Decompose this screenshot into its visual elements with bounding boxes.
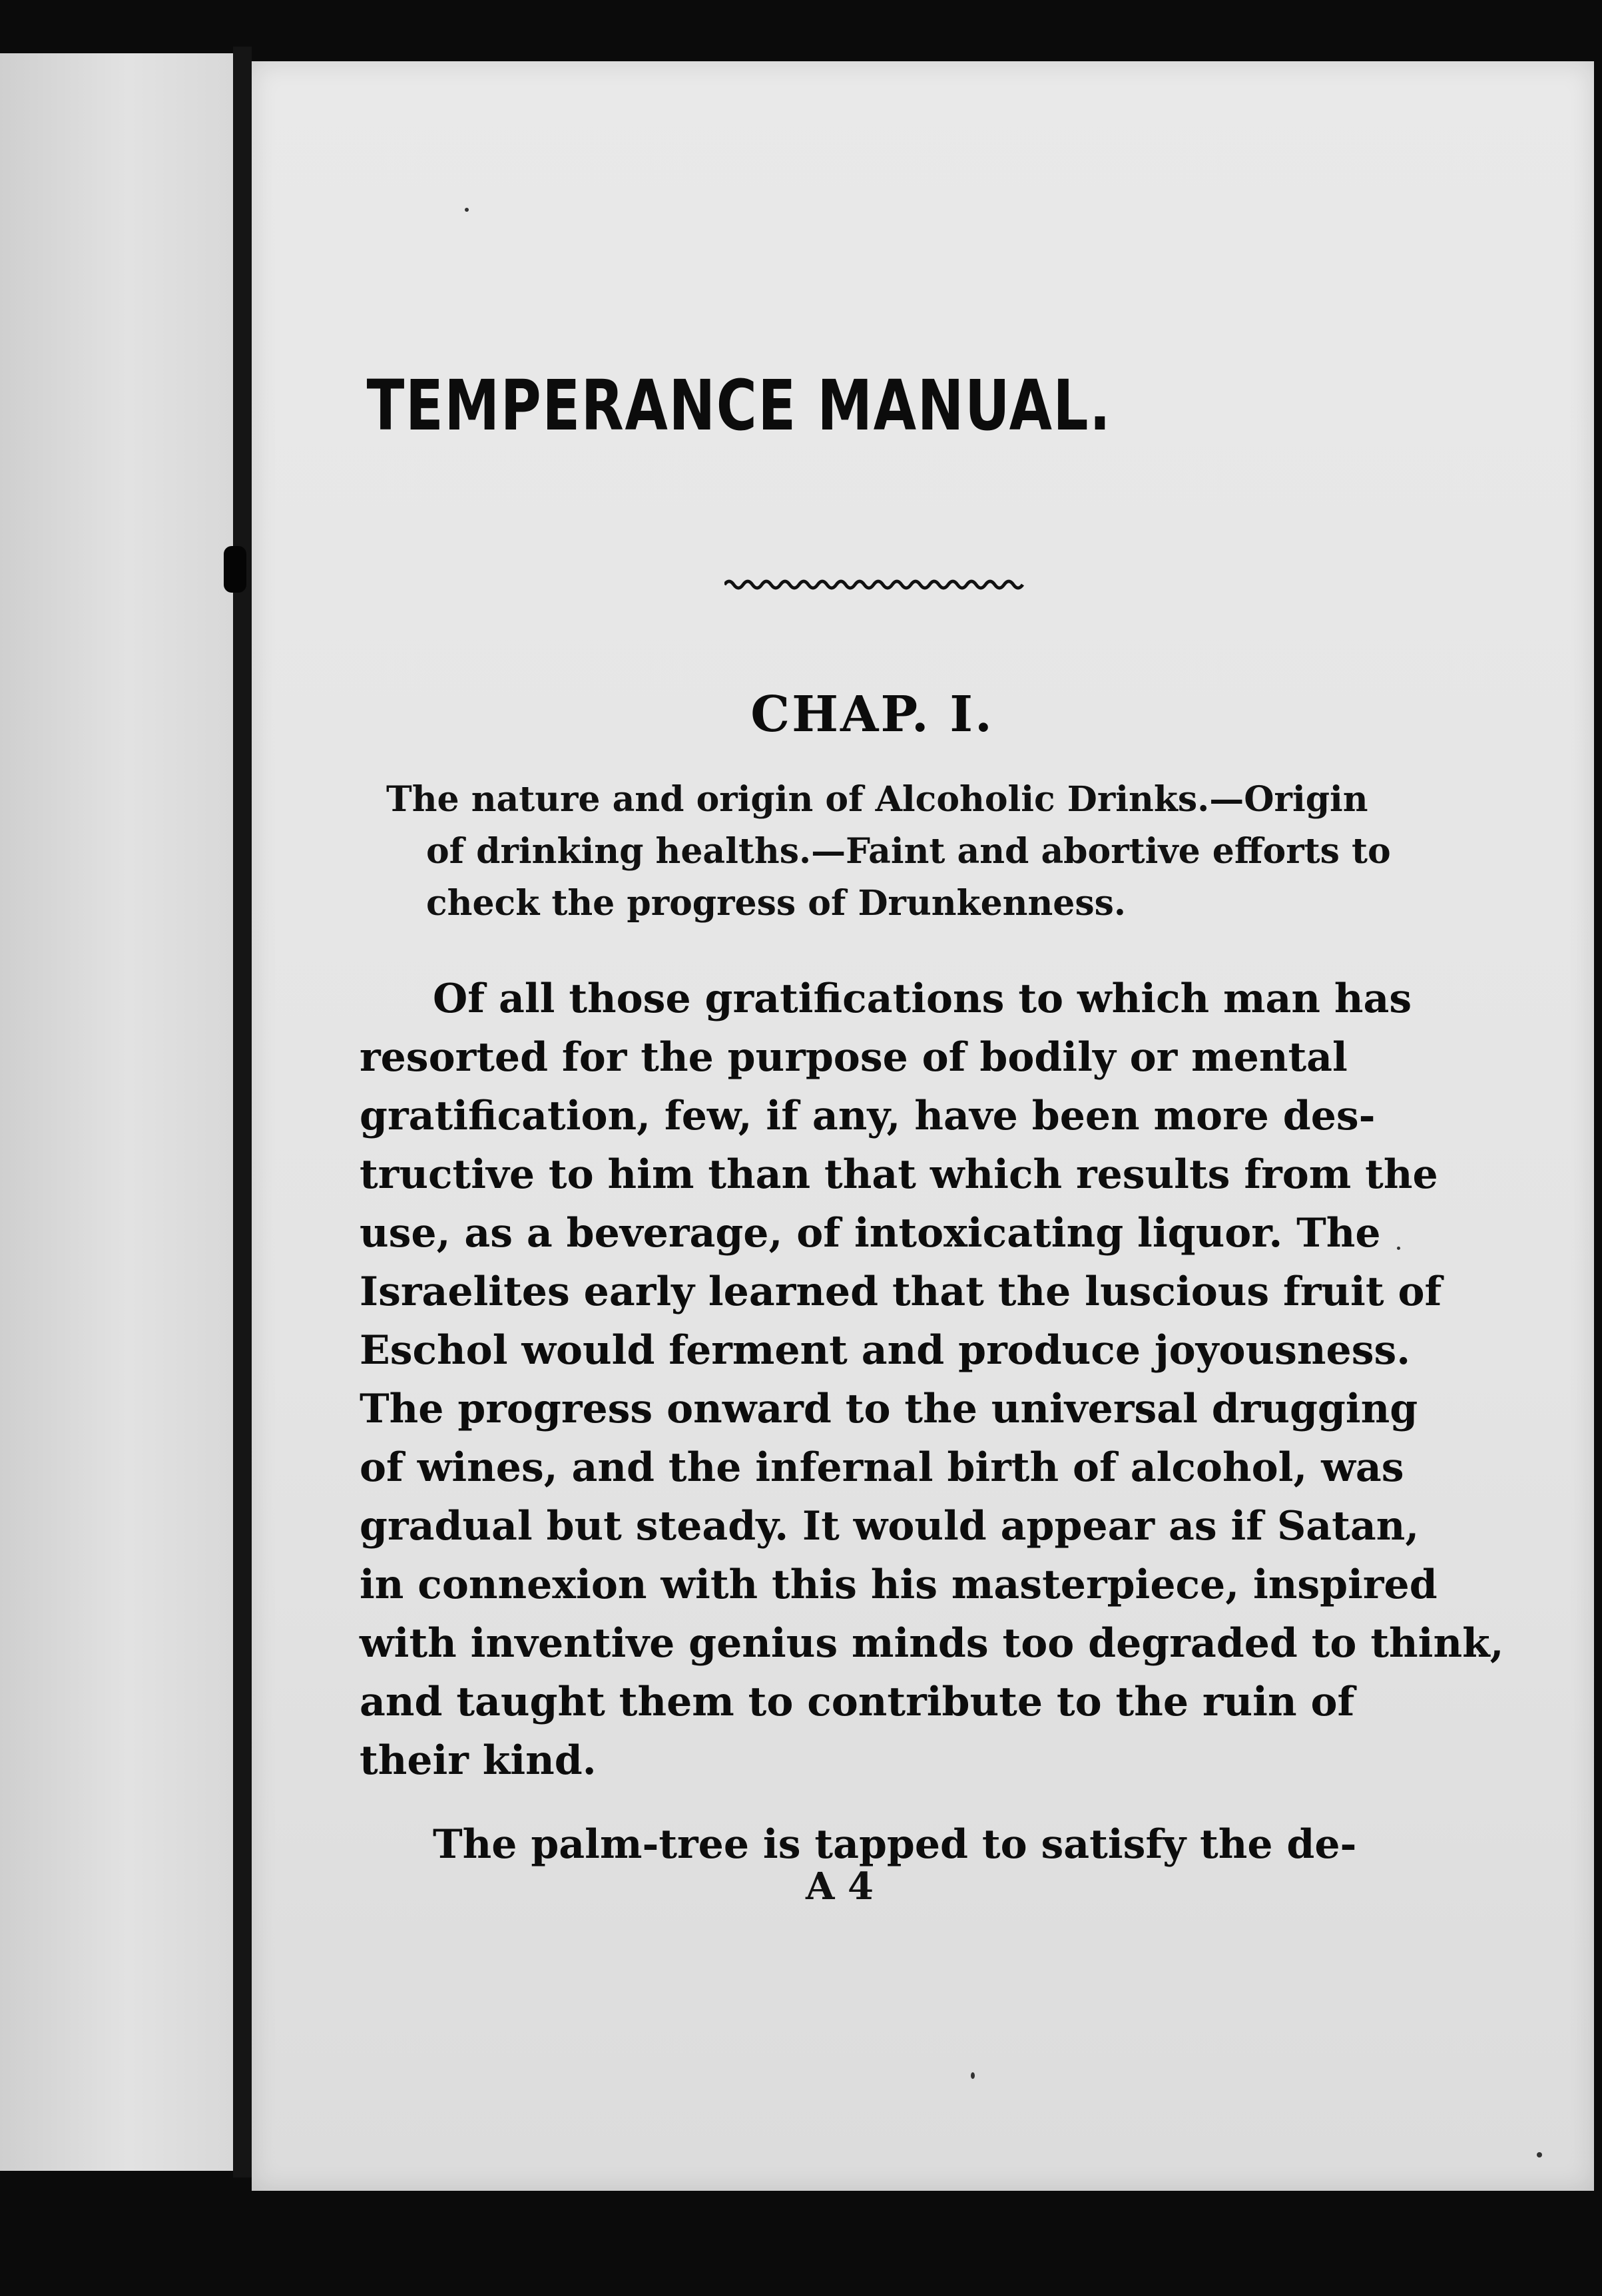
body-line: The palm-tree is tapped to satisfy the de- [433,1821,1357,1868]
body-line: and taught them to contribute to the ruin of [360,1679,1355,1725]
summary-line: The nature and origin of Alcoholic Drinks.—Origin [386,779,1368,820]
body-line: Eschol would ferment and produce joyousness. [360,1327,1411,1374]
body-line: with inventive genius minds too degraded to think, [360,1620,1504,1667]
summary-line: of drinking healths.—Faint and abortive efforts to [426,831,1391,872]
ink-speck [971,2072,975,2079]
body-line: The progress onward to the universal drugging [360,1386,1418,1432]
signature-mark: A 4 [806,1865,874,1908]
book-binding-gutter [233,47,252,2177]
body-line: gratification, few, if any, have been more des- [360,1093,1376,1139]
ink-speck [1397,1247,1400,1250]
summary-line: check the progress of Drunkenness. [426,883,1127,924]
body-line: their kind. [360,1737,597,1784]
wavy-rule-ornament [724,577,1024,593]
ink-speck [465,208,469,212]
body-line: Israelites early learned that the luscious fruit of [360,1269,1442,1315]
book-title: TEMPERANCE MANUAL. [366,365,1112,446]
chapter-summary [386,774,1391,930]
facing-page-strip [0,53,233,2171]
body-line: Of all those gratifications to which man has [433,976,1412,1022]
chapter-heading: CHAP. I. [750,686,994,743]
body-line: tructive to him than that which results from the [360,1151,1438,1198]
body-line: in connexion with this his masterpiece, inspired [360,1562,1438,1608]
ink-speck [1537,2152,1542,2157]
body-line: use, as a beverage, of intoxicating liquor. The [360,1210,1381,1257]
body-line: resorted for the purpose of bodily or mental [360,1034,1348,1081]
body-line: gradual but steady. It would appear as if Satan, [360,1503,1420,1550]
body-line: of wines, and the infernal birth of alcohol, was [360,1444,1404,1491]
paragraph-gap [360,1790,1372,1815]
body-text [360,970,1504,1874]
binding-notch [224,546,246,593]
